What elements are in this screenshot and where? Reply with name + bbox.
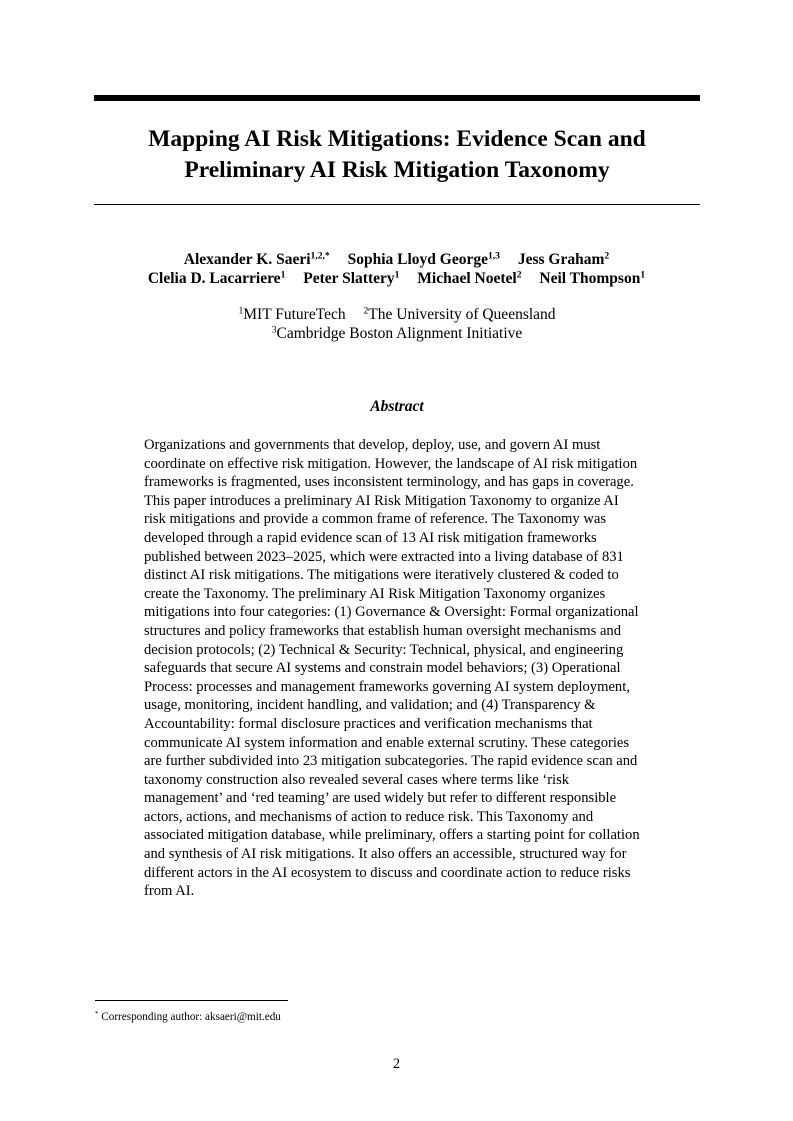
abstract-line: create the Taxonomy. The preliminary AI Risk Mitigation Taxonomy organizes (144, 585, 606, 602)
author-affiliation-marker: 1 (640, 269, 646, 281)
abstract-heading: Abstract (370, 398, 424, 415)
affiliation (238, 306, 345, 323)
footnote-rule (95, 1000, 288, 1001)
footnote-marker: * (95, 1010, 99, 1019)
affiliation-row (94, 324, 700, 343)
abstract-line: mitigations into four categories: (1) Governance & Oversight: Formal organizational (144, 604, 639, 621)
affiliation-marker: 3 (271, 324, 277, 336)
author-affiliation-marker: 1 (394, 269, 400, 281)
abstract-line: and synthesis of AI risk mitigations. It also offers an accessible, structured way for (144, 846, 627, 863)
abstract-line: are further subdivided into 23 mitigation subcategories. The rapid evidence scan and (144, 753, 638, 770)
abstract-line: actors, actions, and mechanisms of action to reduce risk. This Taxonomy and (144, 808, 594, 825)
abstract-line: safeguards that secure AI systems and constrain model behaviors; (3) Operational (144, 660, 621, 677)
title-line: Mapping AI Risk Mitigations: Evidence Scan and (148, 126, 646, 152)
affiliation-name: Cambridge Boston Alignment Initiative (276, 325, 523, 342)
abstract-line: frameworks is fragmented, uses inconsistent terminology, and has gaps in coverage. (144, 474, 634, 491)
author (348, 251, 500, 268)
paper-title (94, 124, 700, 186)
abstract-line: taxonomy construction also revealed several cases where terms like ‘risk (144, 771, 570, 788)
author-name: Neil Thompson (539, 270, 641, 287)
abstract-line: management’ and ‘red teaming’ are used widely but refer to different responsible (144, 790, 617, 807)
author-row (60, 269, 733, 288)
affiliation-marker: 2 (363, 305, 369, 317)
author-name: Michael Noetel (417, 270, 517, 287)
abstract-line: different actors in the AI ecosystem to discuss and coordinate action to reduce risks (144, 864, 631, 881)
affiliation (364, 306, 556, 323)
affiliation-name: The University of Queensland (368, 306, 556, 323)
author (303, 270, 399, 287)
title-divider (94, 204, 700, 205)
author (417, 270, 521, 287)
footnote (95, 1011, 281, 1023)
abstract-line: Organizations and governments that develop, deploy, use, and govern AI must (144, 437, 601, 453)
affiliation-name: MIT FutureTech (243, 306, 346, 323)
author-affiliation-marker: 1,2,* (310, 250, 330, 262)
affiliation-row (94, 305, 700, 324)
affiliation (272, 325, 523, 342)
abstract-body (144, 436, 654, 901)
title-line: Preliminary AI Risk Mitigation Taxonomy (184, 157, 610, 183)
abstract-line: Process: processes and management frameworks governing AI system deployment, (144, 678, 630, 695)
abstract-line: structures and policy frameworks that establish human oversight mechanisms and (144, 622, 622, 639)
abstract-line: coordinate on effective risk mitigation. However, the landscape of AI risk mitigation (144, 455, 638, 472)
author (148, 270, 286, 287)
page-number: 2 (392, 1056, 401, 1072)
author-affiliation-marker: 2 (516, 269, 522, 281)
abstract-line: usage, monitoring, incident handling, and validation; and (4) Transparency & (144, 697, 596, 714)
abstract-line: Accountability: formal disclosure practices and verification mechanisms that (144, 715, 593, 732)
abstract-line: from AI. (144, 883, 195, 900)
author-name: Clelia D. Lacarriere (147, 270, 281, 287)
author (518, 251, 609, 268)
author-row (60, 250, 733, 269)
author-affiliation-marker: 1,3 (487, 250, 500, 262)
author (539, 270, 645, 287)
abstract-line: associated mitigation database, while preliminary, offers a starting point for collation (144, 827, 640, 844)
author-name: Sophia Lloyd George (347, 251, 488, 268)
top-rule (94, 95, 700, 101)
abstract-line: This paper introduces a preliminary AI Risk Mitigation Taxonomy to organize AI (144, 492, 619, 509)
author-name: Alexander K. Saeri (183, 251, 311, 268)
abstract-line: communicate AI system information and enable external scrutiny. These categories (144, 734, 630, 751)
author-affiliation-marker: 2 (604, 250, 610, 262)
abstract-line: developed through a rapid evidence scan of 13 AI risk mitigation frameworks (144, 529, 597, 546)
abstract-line: decision protocols; (2) Technical & Security: Technical, physical, and engineering (144, 641, 624, 658)
abstract-line: published between 2023–2025, which were extracted into a living database of 831 (144, 548, 624, 565)
affiliation-list (94, 305, 700, 343)
affiliation-marker: 1 (238, 305, 244, 317)
author-affiliation-marker: 1 (280, 269, 286, 281)
author (184, 251, 330, 268)
author-name: Peter Slattery (303, 270, 395, 287)
author-name: Jess Graham (517, 251, 605, 268)
author-list (60, 250, 733, 288)
abstract-line: distinct AI risk mitigations. The mitigations were iteratively clustered & coded to (144, 567, 619, 584)
abstract-line: risk mitigations and provide a common frame of reference. The Taxonomy was (144, 511, 607, 528)
footnote-text: Corresponding author: aksaeri@mit.edu (101, 1011, 281, 1023)
